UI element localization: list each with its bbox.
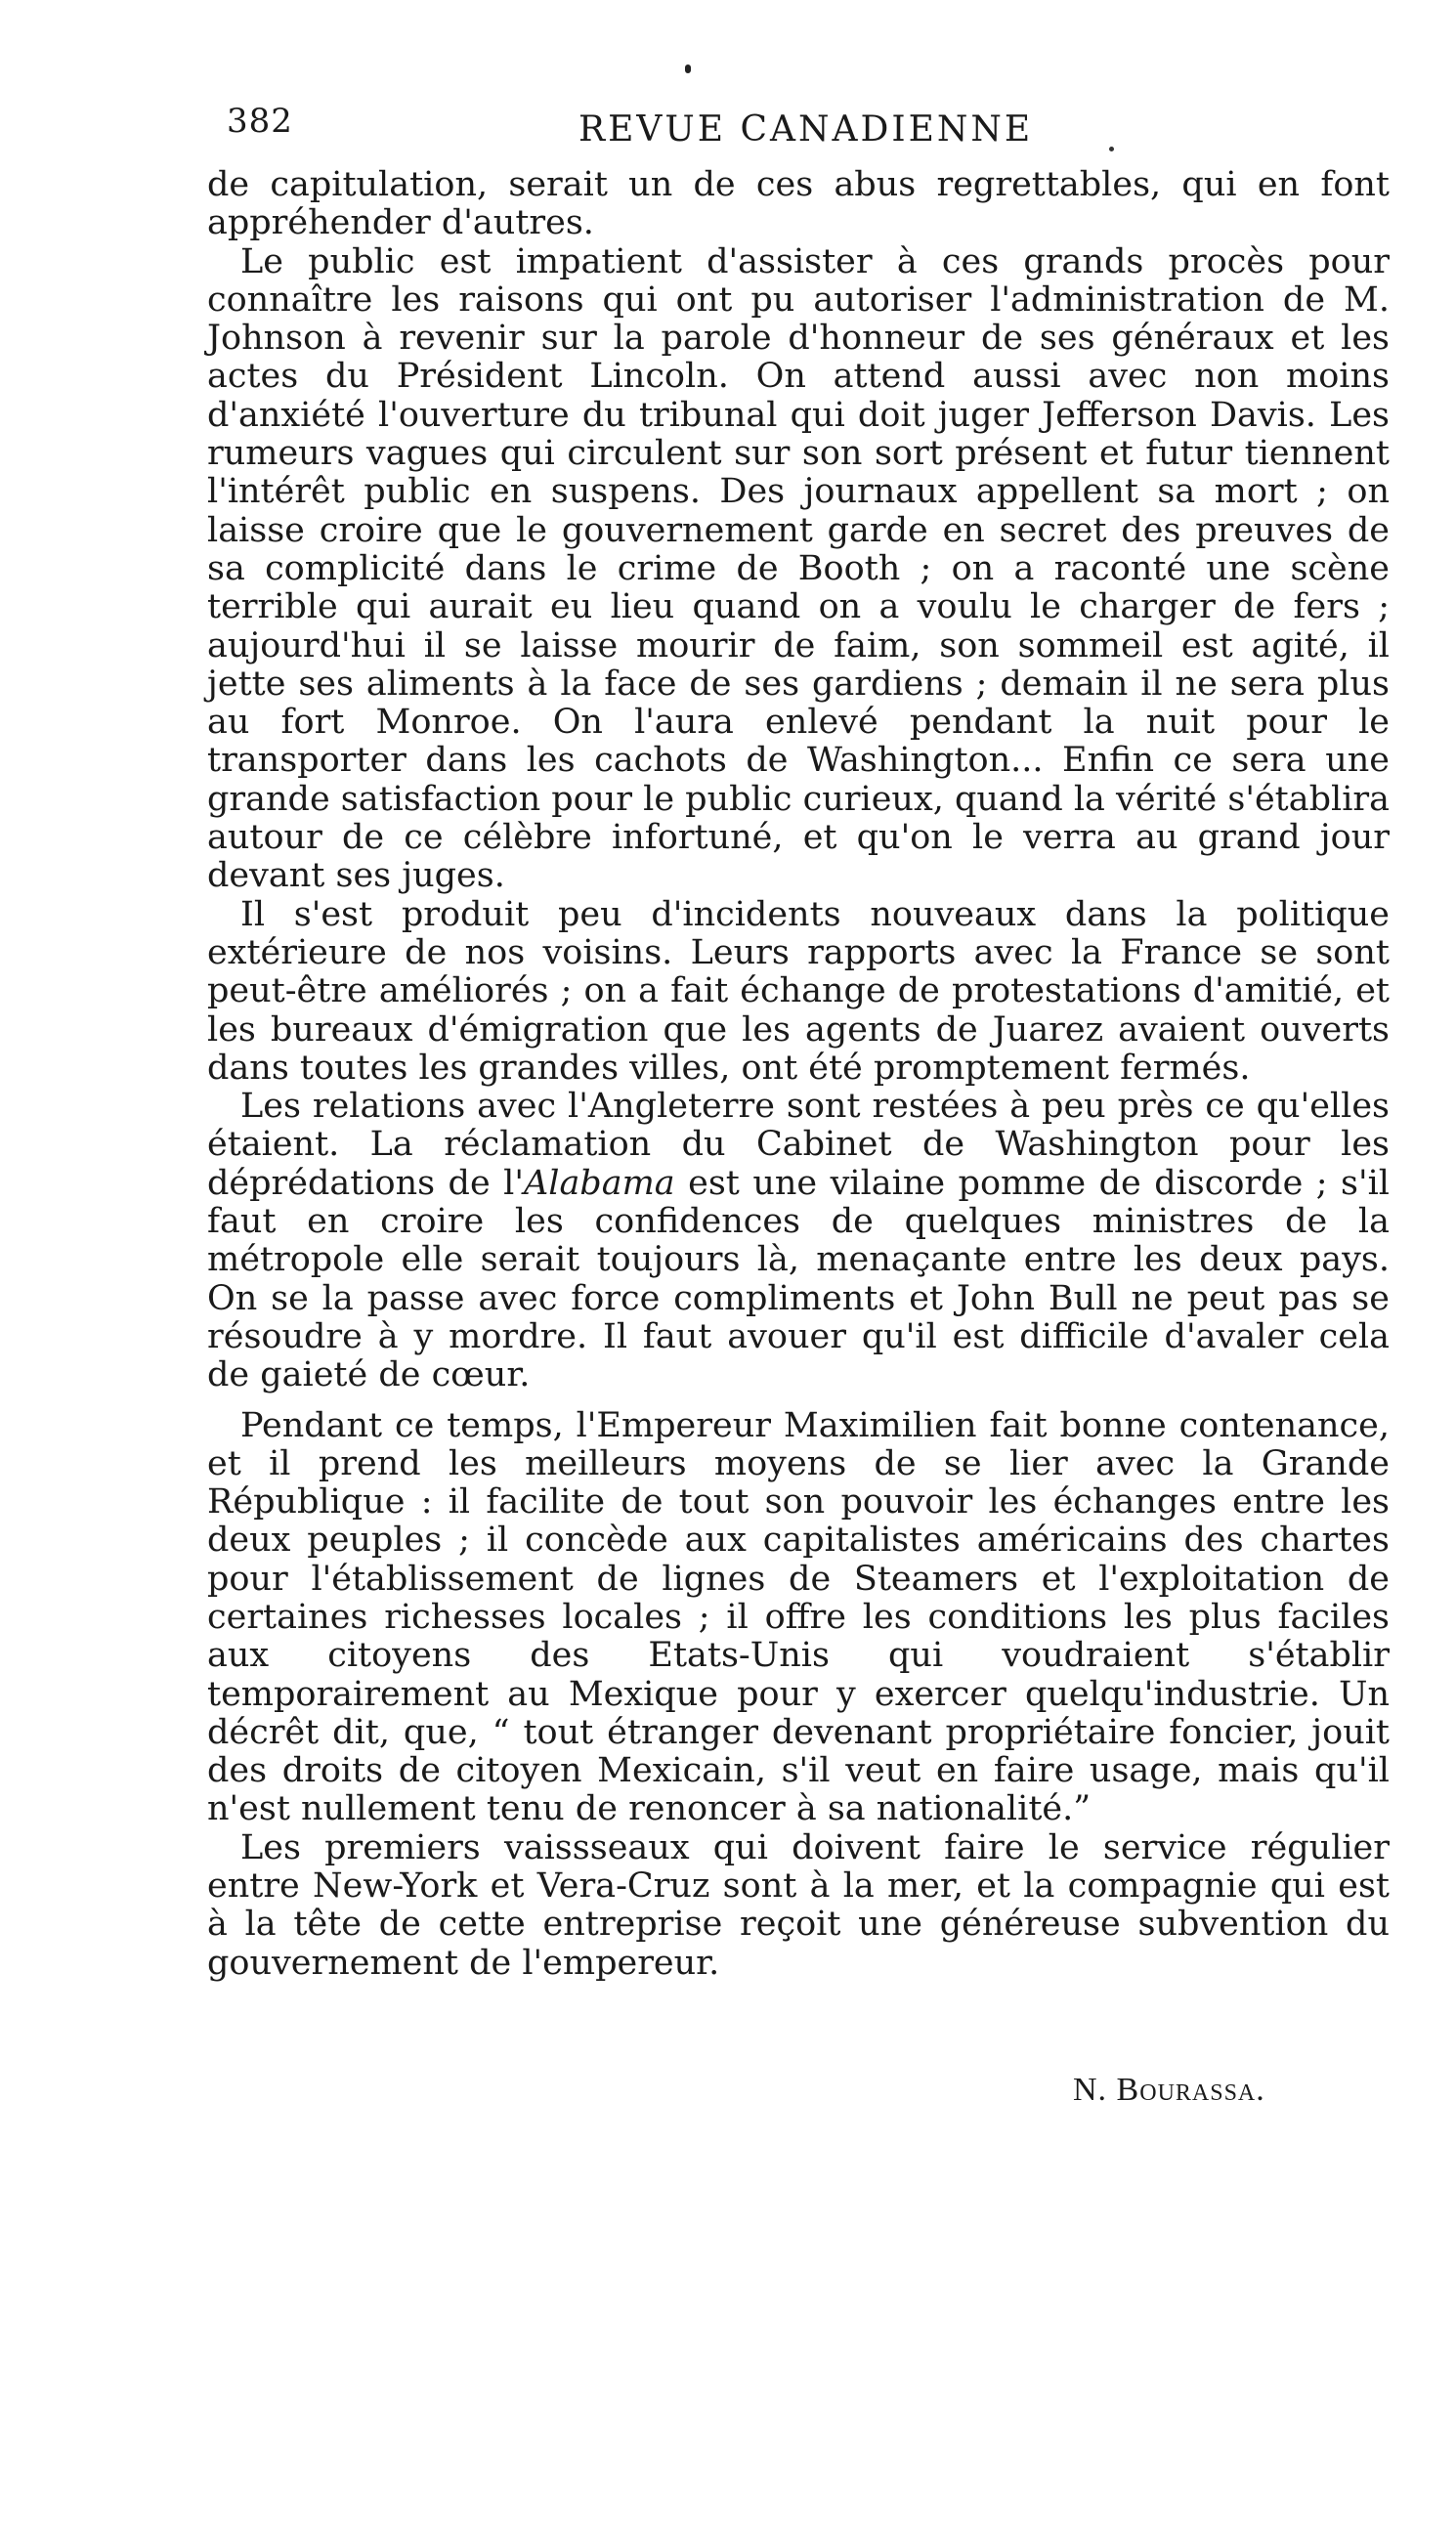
ink-dot [1109,147,1114,151]
england-text-2: est une vilaine pomme de discorde ; s'il faut en croire les confidences de quelques ministres de la métropole elle serait toujours là, menaçante entre les deux pays. On se la passe avec force compliments et John Bull ne peut pas se résoudre à y mordre. Il faut avouer qu'il est difficile d'avaler cela de gaieté de cœur. [207,1163,1390,1395]
page-number: 382 [227,102,293,141]
article-body [207,166,1390,1983]
paragraph-england-relations [207,1088,1390,1394]
running-head: REVUE CANADIENNE [578,109,1034,150]
paragraph-maximilien: Pendant ce temps, l'Empereur Maximilien fait bonne contenance, et il prend les meilleurs moyens de se lier avec la Grande République : il facilite de tout son pouvoir les échanges entre les deux peuples ; il concède aux capitalistes américains des chartes pour l'établissement de lignes de Steamers et l'exploitation de certaines richesses locales ; il offre les conditions les plus faciles aux citoyens des Etats-Unis qui voudraient s'établir temporairement au Mexique pour y exercer quelqu'industrie. Un décrêt dit, que, “ tout étranger devenant propriétaire foncier, jouit des droits de citoyen Mexicain, s'il veut en faire usage, mais qu'il n'est nullement tenu de renoncer à sa nationalité.” [207,1405,1390,1829]
england-text-1: Les relations avec l'Angleterre sont restées à peu près ce qu'elles étaient. La réclamation du Cabinet de Washington pour les déprédations de l' [207,1087,1390,1203]
paragraph-continuation: de capitulation, serait un de ces abus regrettables, qui en font appréhender d'autres. [207,165,1390,243]
page-header [227,98,1390,166]
paragraph-steamers: Les premiers vaissseaux qui doivent faire le service régulier entre New-York et Vera-Cruz sont à la mer, et la compagnie qui est à la tête de cette entreprise reçoit une généreuse subvention du gouvernement de l'empereur. [207,1827,1390,1983]
paragraph-foreign-policy: Il s'est produit peu d'incidents nouveaux dans la politique extérieure de nos voisins. Leurs rapports avec la France se sont peut-être améliorés ; on a fait échange de protestations d'amitié, et les bureaux d'émigration que les agents de Juarez avaient ouverts dans toutes les grandes villes, ont été promptement fermés. [207,894,1390,1088]
author-signature: N. Bourassa. [1073,2072,1265,2108]
ship-name-alabama: Alabama [523,1163,675,1203]
ink-speck [685,64,691,73]
paragraph-public-trials: Le public est impatient d'assister à ces grands procès pour connaître les raisons qui ont pu autoriser l'administration de M. Johnson à revenir sur la parole d'honneur de ses généraux et les actes du Président Lincoln. On attend aussi avec non moins d'anxiété l'ouverture du tribunal qui doit juger Jefferson Davis. Les rumeurs vagues qui circulent sur son sort présent et futur tiennent l'intérêt public en suspens. Des journaux appellent sa mort ; on laisse croire que le gouvernement garde en secret des preuves de sa complicité dans le crime de Booth ; on a raconté une scène terrible qui aurait eu lieu quand on a voulu le charger de fers ; aujourd'hui il se laisse mourir de faim, son sommeil est agité, il jette ses aliments à la face de ses gardiens ; demain il ne sera plus au fort Monroe. On l'aura enlevé pendant la nuit pour le transporter dans les cachots de Washington... Enfin ce sera une grande satisfaction pour le public curieux, quand la vérité s'établira autour de ce célèbre infortuné, et qu'on le verra au grand jour devant ses juges. [207,241,1390,896]
